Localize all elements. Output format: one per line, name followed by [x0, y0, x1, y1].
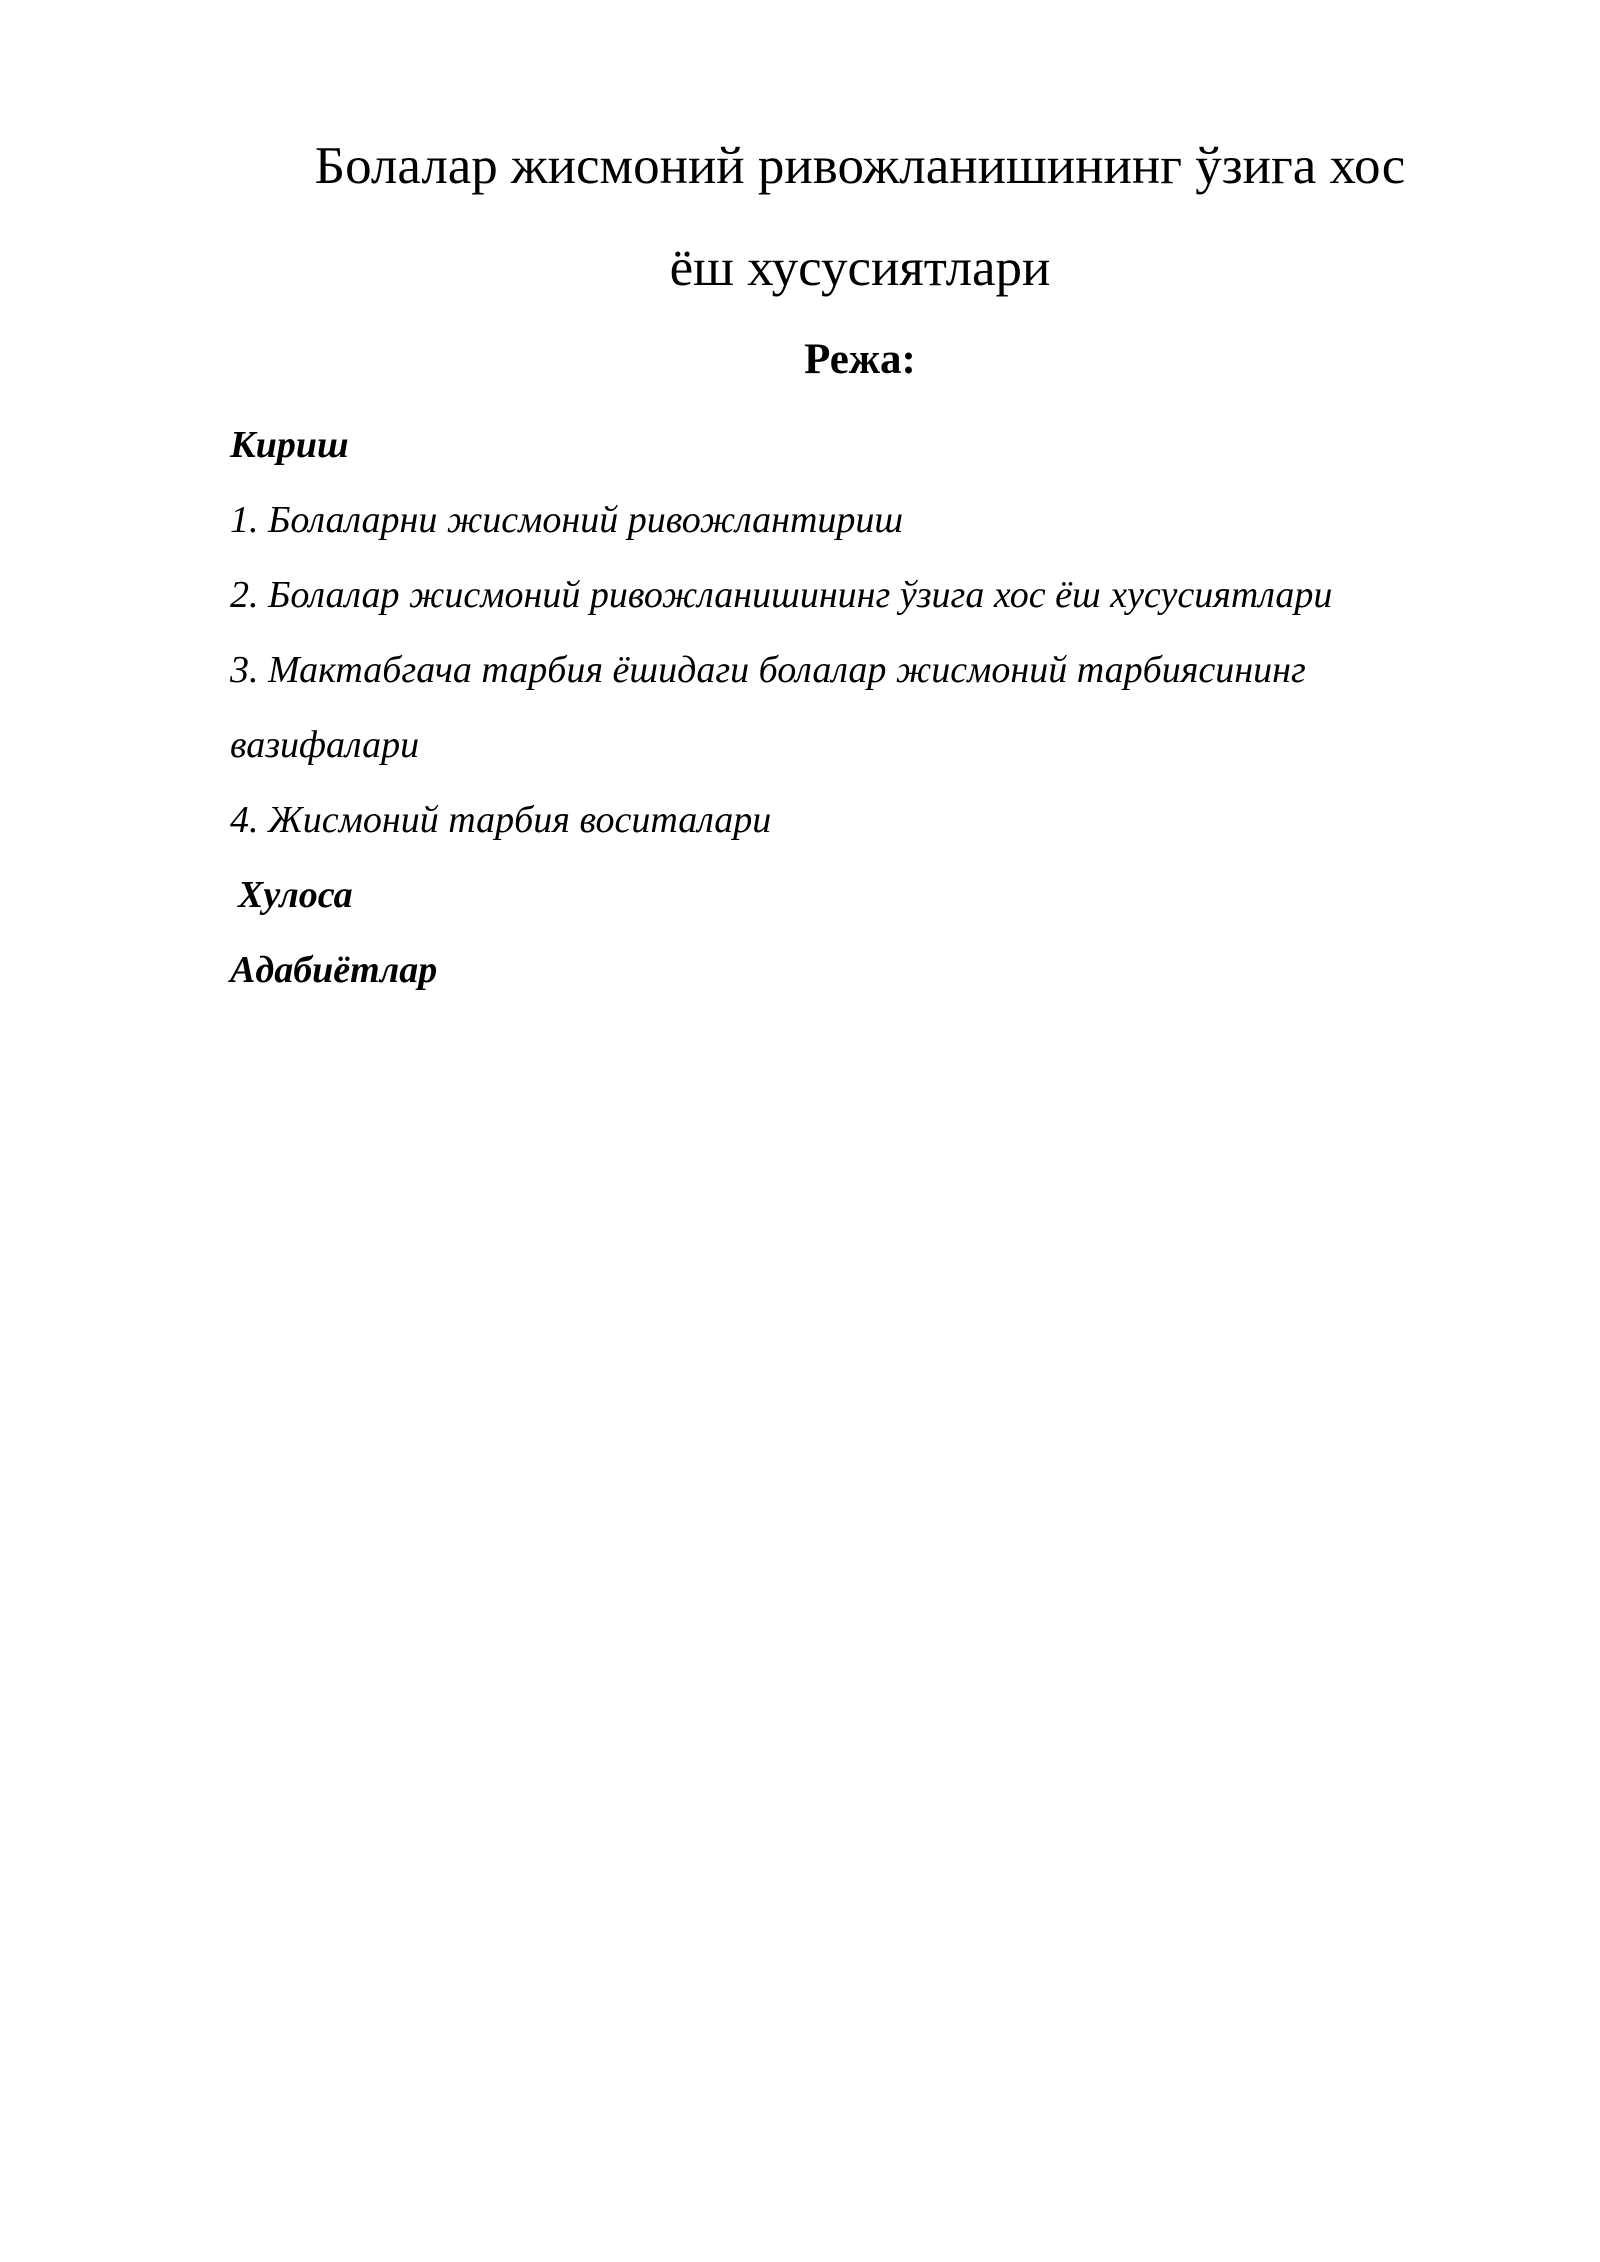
plan-item-number: 3.: [230, 649, 259, 691]
plan-item-text: Жисмоний тарбия воситалари: [268, 799, 772, 841]
plan-item-number: 1.: [230, 499, 259, 541]
plan-item-number: 4.: [230, 799, 259, 841]
document-title-line-1: Болалар жисмоний ривожланишининг ўзига хос: [314, 137, 1406, 195]
plan-item-number: 2.: [230, 574, 259, 616]
plan-item-text: вазифалари: [230, 724, 420, 766]
plan-item-3: [230, 647, 1306, 693]
plan-references: Адабиётлар: [230, 949, 438, 991]
plan-item-text: Мактабгача тарбия ёшидаги болалар жисмоний тарбиясининг: [268, 649, 1306, 691]
plan-item-4: [230, 797, 771, 843]
plan-item-text: Болалар жисмоний ривожланишининг ўзига хос ёш хусусиятлари: [268, 574, 1333, 616]
document-title-line-2: ёш хусусиятлари: [669, 239, 1051, 297]
plan-heading: Режа:: [804, 336, 916, 383]
plan-intro: Кириш: [230, 424, 349, 466]
plan-item-3-continued: [230, 722, 419, 768]
plan-item-1: [230, 497, 903, 543]
plan-item-2: [230, 572, 1332, 618]
plan-conclusion: Хулоса: [238, 874, 353, 916]
plan-item-text: Болаларни жисмоний ривожлантириш: [268, 499, 904, 541]
